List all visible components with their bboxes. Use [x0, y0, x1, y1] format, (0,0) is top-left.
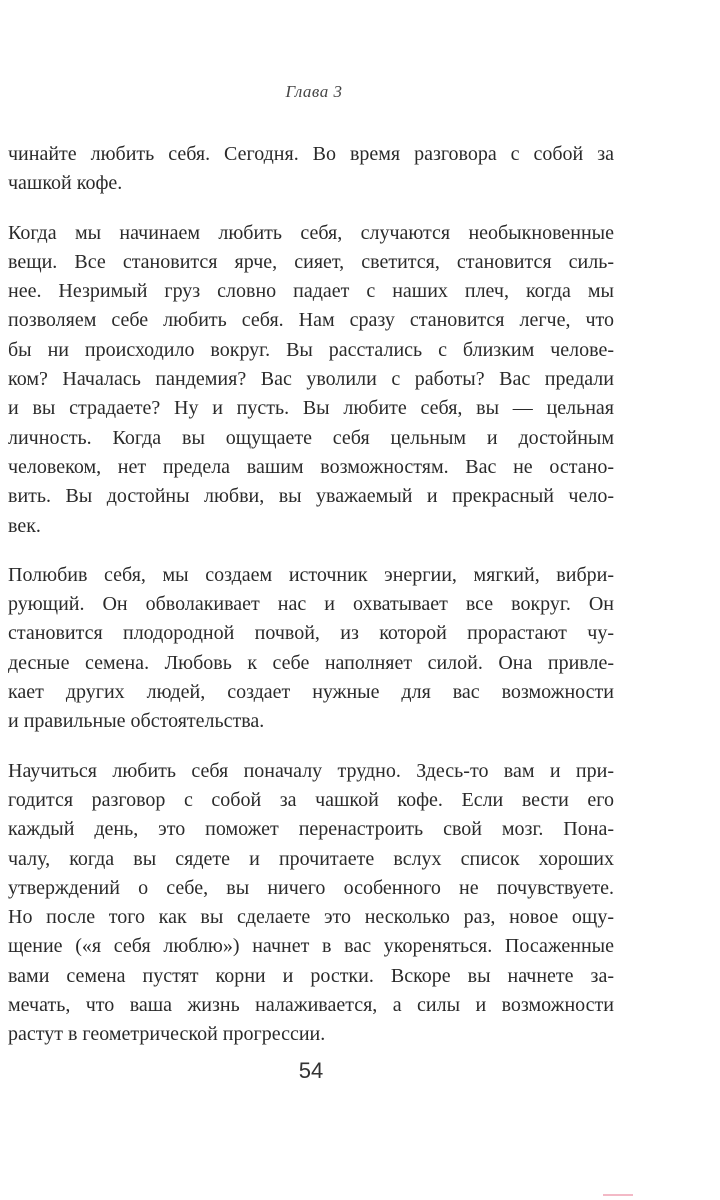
- text-line: годится разговор с собой за чашкой кофе. Если вести его: [8, 788, 614, 811]
- text-line: Полюбив себя, мы создаем источник энергии, мягкий, вибри-: [8, 563, 614, 586]
- text-line: утверждений о себе, вы ничего особенного не почувствуете.: [8, 876, 614, 899]
- text-line: Когда мы начинаем любить себя, случаются необыкновенные: [8, 221, 614, 244]
- text-line: вещи. Все становится ярче, сияет, светится, становится силь-: [8, 250, 614, 273]
- body-text: [8, 140, 614, 1070]
- text-line: чинайте любить себя. Сегодня. Во время разговора с собой за: [8, 143, 614, 165]
- text-line: вами семена пустят корни и ростки. Вскоре вы начнете за-: [8, 964, 614, 987]
- page-edge-mark: [603, 1194, 633, 1196]
- text-line: позволяем себе любить себя. Нам сразу становится легче, что: [8, 309, 614, 332]
- text-line: чашкой кофе.: [8, 172, 123, 195]
- page-number: 54: [298, 1058, 324, 1083]
- text-line: Научиться любить себя поначалу трудно. Здесь-то вам и при-: [8, 759, 614, 782]
- text-line: и правильные обстоятельства.: [8, 710, 265, 733]
- paragraph: [8, 219, 614, 541]
- paragraph: [8, 140, 614, 199]
- text-line: ком? Началась пандемия? Вас уволили с работы? Вас предали: [8, 368, 614, 391]
- text-line: Но после того как вы сделаете это несколько раз, новое ощу-: [8, 906, 614, 929]
- paragraph: [8, 561, 614, 737]
- text-line: век.: [8, 514, 41, 537]
- text-line: личность. Когда вы ощущаете себя цельным и достойным: [8, 426, 614, 449]
- text-line: щение («я себя люблю») начнет в вас укореняться. Посаженные: [8, 935, 614, 958]
- text-line: чалу, когда вы сядете и прочитаете вслух список хороших: [8, 847, 614, 870]
- text-line: вить. Вы достойны любви, вы уважаемый и прекрасный чело-: [8, 485, 614, 508]
- text-line: и вы страдаете? Ну и пусть. Вы любите себя, вы — цельная: [8, 397, 614, 420]
- text-line: нее. Незримый груз словно падает с наших плеч, когда мы: [8, 280, 614, 303]
- text-line: десные семена. Любовь к себе наполняет силой. Она привле-: [8, 651, 614, 674]
- chapter-header: Глава 3: [285, 82, 343, 101]
- text-line: каждый день, это поможет перенастроить свой мозг. Пона-: [8, 818, 614, 841]
- text-line: бы ни происходило вокруг. Вы расстались с близким челове-: [8, 338, 614, 361]
- text-line: мечать, что ваша жизнь налаживается, а силы и возможности: [8, 994, 614, 1017]
- paragraph: [8, 757, 614, 1050]
- text-line: рующий. Он обволакивает нас и охватывает все вокруг. Он: [8, 593, 614, 616]
- text-line: человеком, нет предела вашим возможностям. Вас не остано-: [8, 455, 614, 478]
- text-line: становится плодородной почвой, из которой прорастают чу-: [8, 622, 614, 645]
- text-line: кает других людей, создает нужные для вас возможности: [8, 681, 614, 704]
- text-line: растут в геометрической прогрессии.: [8, 1023, 326, 1046]
